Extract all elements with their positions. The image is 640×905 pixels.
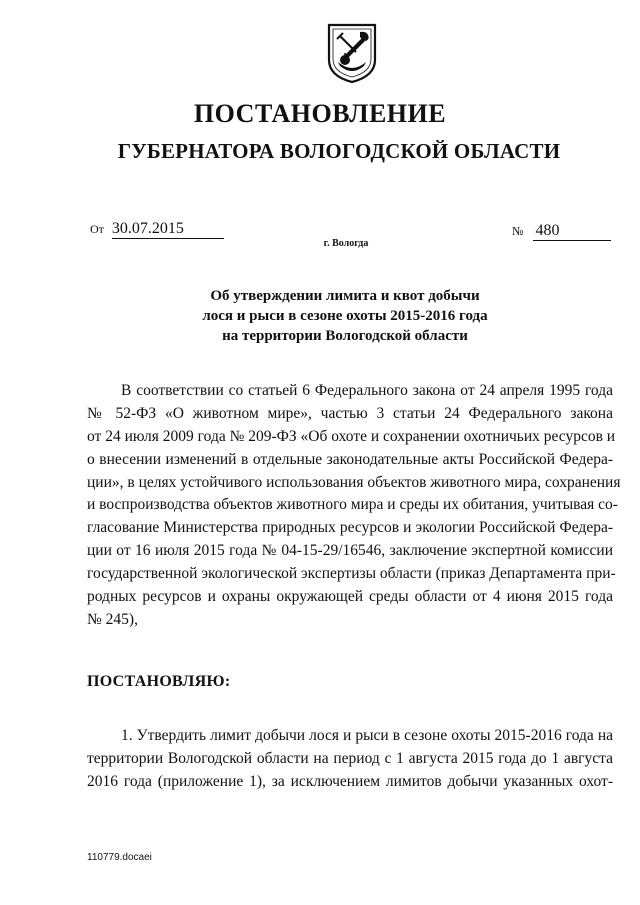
paragraph-line: № 52-ФЗ «О животном мире», частью 3 статьи 24 Федерального закона	[87, 404, 613, 422]
file-code: 110779.docaei	[87, 852, 152, 863]
clause-1-paragraph	[87, 725, 613, 794]
preamble-paragraph	[87, 380, 621, 632]
paragraph-line: 2016 года (приложение 1), за исключением лимитов добычи указанных охот-	[87, 772, 613, 790]
paragraph-line: от 24 июля 2009 года № 209-ФЗ «Об охоте и сохранении охотничьих ресурсов и	[87, 427, 616, 445]
date-value: 30.07.2015	[112, 220, 224, 239]
date-prefix: От	[90, 222, 104, 236]
paragraph-line: гласование Министерства природных ресурсов и экологии Российской Федера-	[87, 519, 613, 537]
paragraph-line: о внесении изменений в отдельные законодательные акты Российской Федера-	[87, 450, 613, 468]
number-prefix: №	[512, 224, 524, 238]
paragraph-line: ции от 16 июля 2015 года № 04-15-29/16546, заключение экспертной комиссии	[87, 542, 613, 560]
paragraph-line: 1. Утвердить лимит добычи лося и рыси в сезоне охоты 2015-2016 года на	[121, 727, 613, 744]
paragraph-line: ции», в целях устойчивого использования объектов животного мира, сохранения	[87, 473, 621, 491]
document-issuer: ГУБЕРНАТОРА ВОЛОГОДСКОЙ ОБЛАСТИ	[117, 139, 561, 163]
subject-line: Об утверждении лимита и квот добычи	[210, 288, 480, 304]
document-title: ПОСТАНОВЛЕНИЕ	[193, 99, 447, 128]
paragraph-line: родных ресурсов и охраны окружающей среды области от 4 июня 2015 года	[87, 588, 613, 606]
paragraph-line: территории Вологодской области на период с 1 августа 2015 года до 1 августа	[87, 749, 613, 767]
document-date	[90, 220, 224, 239]
paragraph-line: государственной экологической экспертизы области (приказ Департамента при-	[87, 565, 616, 583]
subject-line: на территории Вологодской области	[222, 328, 468, 344]
number-value: 480	[533, 222, 611, 241]
coat-of-arms-icon	[326, 22, 378, 84]
paragraph-line: № 245),	[87, 610, 138, 628]
paragraph-line: В соответствии со статьей 6 Федерального закона от 24 апреля 1995 года	[121, 382, 613, 399]
document-subject	[0, 286, 640, 346]
document-city: г. Вологда	[323, 238, 369, 249]
decree-heading: ПОСТАНОВЛЯЮ:	[87, 673, 231, 690]
paragraph-line: и воспроизводства объектов животного мира и среды их обитания, учитывая со-	[87, 496, 618, 514]
subject-line: лося и рыси в сезоне охоты 2015-2016 года	[202, 308, 488, 324]
